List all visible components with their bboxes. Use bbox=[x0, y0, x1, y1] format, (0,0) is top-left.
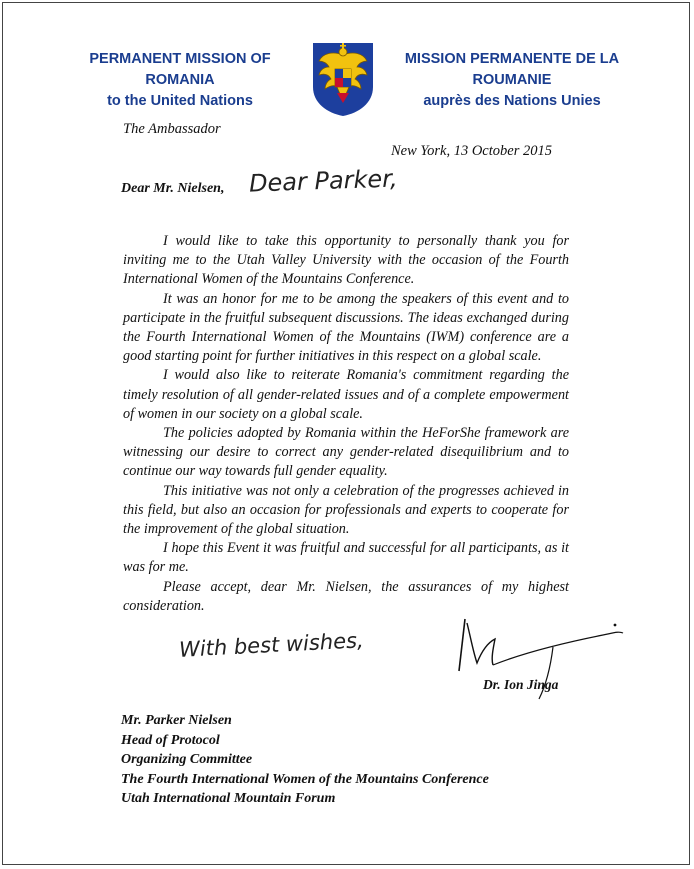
coat-of-arms-icon bbox=[311, 41, 375, 117]
header-left-line: PERMANENT MISSION OF bbox=[89, 51, 271, 67]
body-paragraph: This initiative was not only a celebration of the progresses achieved in this field, but also an occasion for professionals and experts to cooperate for the improvement of the global situation. bbox=[123, 482, 569, 538]
addressee-line: The Fourth International Women of the Mountains Conference bbox=[121, 771, 489, 787]
sender-title: The Ambassador bbox=[123, 121, 221, 137]
body-paragraph: I would like to take this opportunity to personally thank you for inviting me to the Utah Valley University with the occasion of the Fourth International Women of the Mountains Conference. bbox=[123, 233, 569, 288]
addressee-line: Mr. Parker Nielsen bbox=[121, 713, 232, 728]
salutation: Dear Mr. Nielsen, bbox=[121, 181, 225, 196]
addressee-line: Head of Protocol bbox=[121, 732, 220, 748]
header-left-line: to the United Nations bbox=[107, 93, 253, 109]
header-right-line: MISSION PERMANENTE DE LA bbox=[404, 51, 620, 67]
body-paragraph: Please accept, dear Mr. Nielsen, the assurances of my highest consideration. bbox=[123, 578, 569, 614]
header-left-line: ROMANIA bbox=[145, 72, 215, 88]
addressee-block bbox=[121, 711, 489, 809]
letter-body bbox=[123, 232, 569, 616]
handwritten-salutation: Dear Parker, bbox=[248, 164, 398, 198]
header-right bbox=[401, 49, 623, 112]
header-right-line: ROUMANIE bbox=[472, 72, 552, 88]
addressee-line: Organizing Committee bbox=[121, 752, 253, 767]
header-left bbox=[85, 49, 275, 112]
letter-date: New York, 13 October 2015 bbox=[391, 143, 552, 159]
body-paragraph: I would also like to reiterate Romania's commitment regarding the timely resolution of all gender-related issues and of a complete empowerment of women in our society on a global scale. bbox=[123, 367, 569, 422]
header-right-line: auprès des Nations Unies bbox=[423, 93, 601, 109]
letter-page bbox=[2, 2, 690, 865]
addressee-line: Utah International Mountain Forum bbox=[121, 791, 336, 806]
body-paragraph: I hope this Event it was fruitful and successful for all participants, as it was for me. bbox=[123, 540, 569, 576]
signer-name: Dr. Ion Jinga bbox=[483, 677, 559, 692]
handwritten-closing: With best wishes, bbox=[178, 628, 365, 662]
body-paragraph: The policies adopted by Romania within the HeForShe framework are witnessing our desire to correct any gender-related disequilibrium and to continue our way towards full gender equality. bbox=[123, 425, 569, 480]
body-paragraph: It was an honor for me to be among the speakers of this event and to participate in the fruitful subsequent discussions. The ideas exchanged during the Fourth International Women of the Mountains (IWM) conference are a good starting point for further initiatives in this respect on a global scale. bbox=[123, 290, 569, 365]
